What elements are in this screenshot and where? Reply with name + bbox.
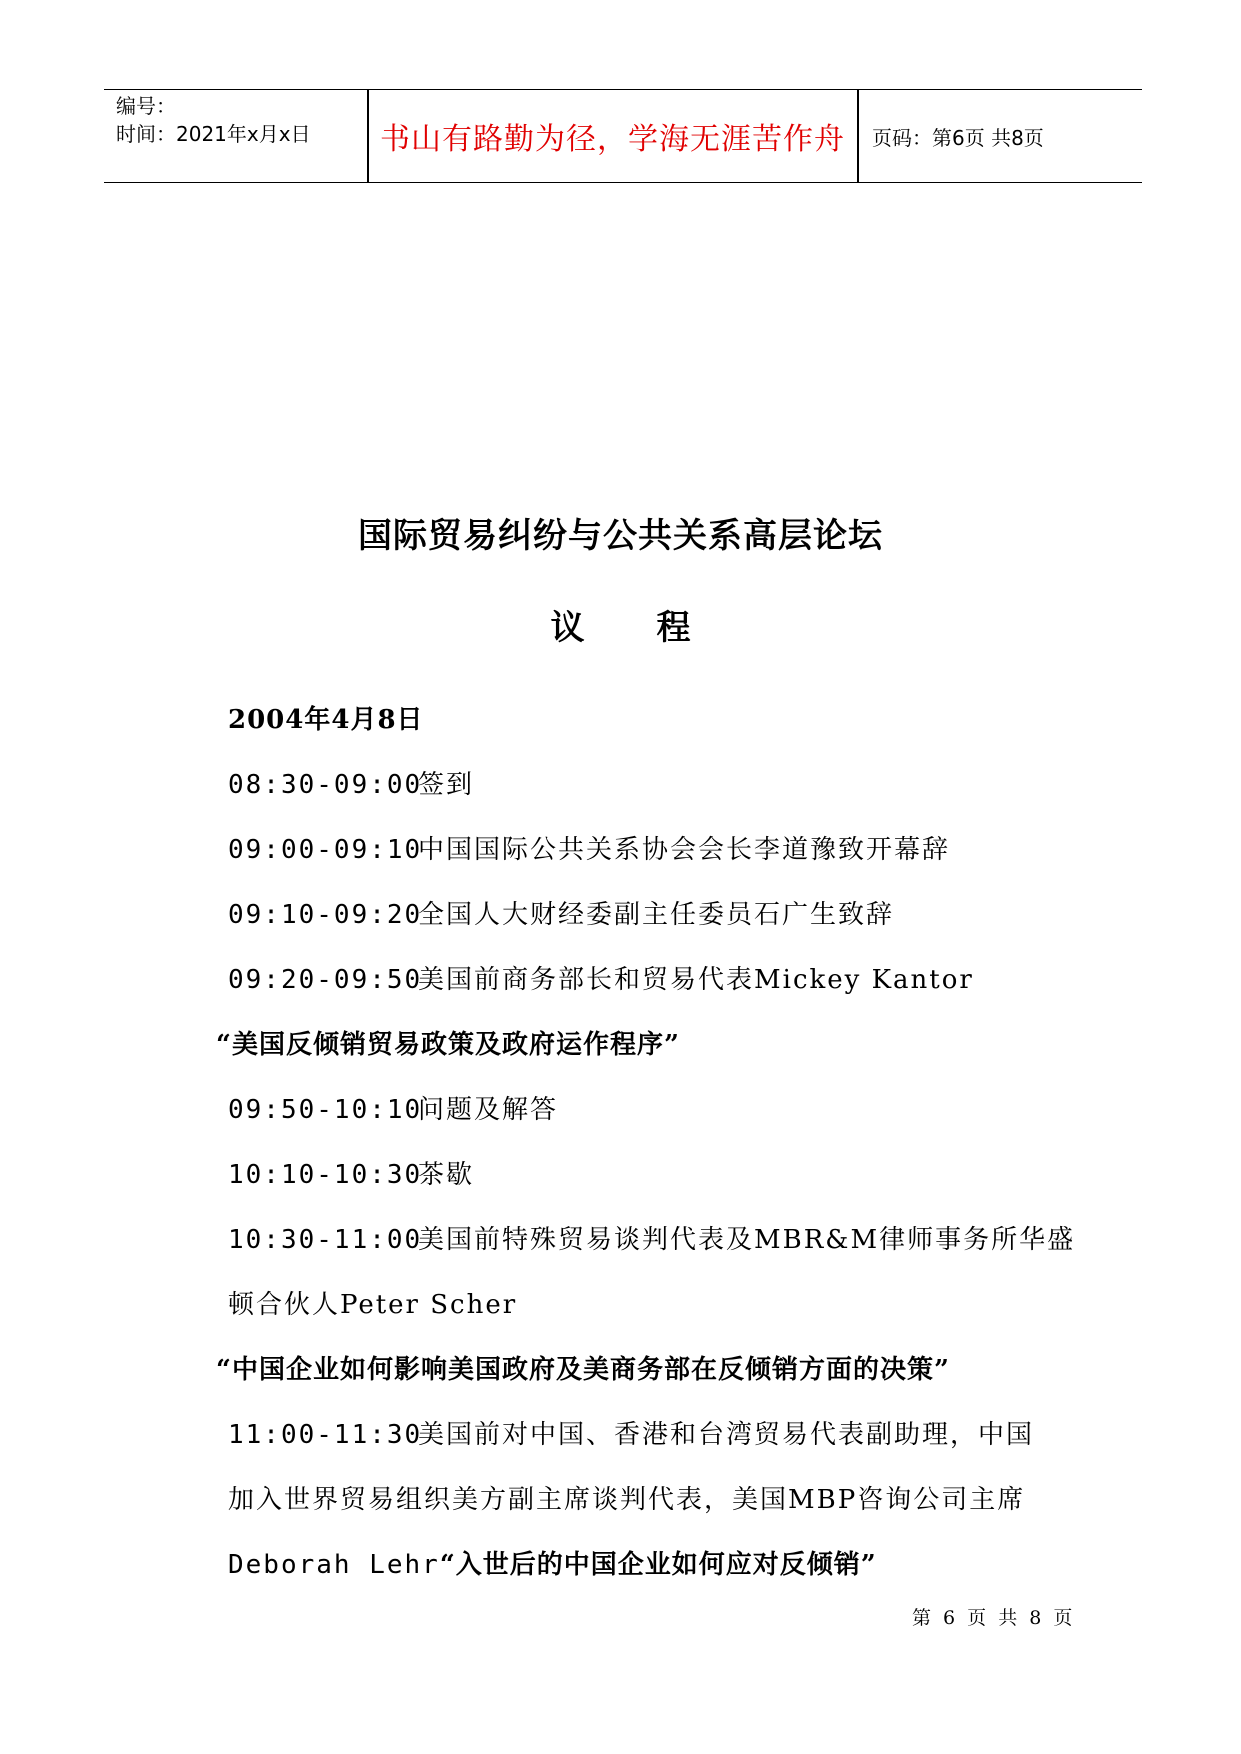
agenda-body [216,688,1076,1598]
agenda-time: 09:00-09:10 [228,835,423,865]
agenda-time: 09:20-09:50 [228,965,423,995]
number-label: 编号： [116,94,176,118]
agenda-text: 中国国际公共关系协会会长李道豫致开幕辞 [418,835,951,865]
agenda-topic: “中国企业如何影响美国政府及美商务部在反倾销方面的决策” [216,1355,950,1385]
agenda-text: 美国前对中国、香港和台湾贸易代表副助理，中国 [418,1420,1035,1450]
header-page-label: 页码：第6页 共8页 [872,125,1044,150]
agenda-time: 09:50-10:10 [228,1095,423,1125]
agenda-text: 美国前商务部长和贸易代表Mickey Kantor [418,965,974,995]
agenda-time: 10:10-10:30 [228,1160,423,1190]
agenda-speaker: Deborah Lehr [228,1550,440,1580]
header-meta [116,92,361,148]
time-label: 时间：2021年x月x日 [116,122,311,146]
page-footer: 第 6 页 共 8 页 [912,1607,1076,1629]
agenda-row [228,818,1068,883]
agenda-topic: “美国反倾销贸易政策及政府运作程序” [216,1030,680,1060]
subtitle-char-2: 程 [656,608,691,648]
agenda-topic-inline: “入世后的中国企业如何应对反倾销” [439,1550,877,1580]
agenda-text: 美国前特殊贸易谈判代表及MBR&M律师事务所华盛 [418,1225,1076,1255]
agenda-continuation: 加入世界贸易组织美方副主席谈判代表，美国MBP咨询公司主席 [228,1485,1026,1515]
agenda-text: 问题及解答 [418,1095,559,1125]
agenda-text: 茶歇 [418,1160,475,1190]
header-motto: 书山有路勤为径，学海无涯苦作舟 [380,122,845,157]
agenda-row [228,1403,1068,1468]
agenda-text: 全国人大财经委副主任委员石广生致辞 [418,900,895,930]
agenda-row [228,1143,1068,1208]
header-divider [857,90,859,182]
agenda-row [228,883,1068,948]
agenda-row [228,753,1068,818]
agenda-text: 签到 [418,770,475,800]
agenda-continuation [228,1533,1068,1598]
page-subtitle [0,600,1241,649]
agenda-date: 2004年4月8日 [228,705,424,735]
agenda-time: 09:10-09:20 [228,900,423,930]
agenda-time: 10:30-11:00 [228,1225,423,1255]
agenda-row [228,948,1068,1013]
agenda-time: 08:30-09:00 [228,770,423,800]
page-title: 国际贸易纠纷与公共关系高层论坛 [358,516,883,556]
header-table [104,89,1142,183]
agenda-row [228,1078,1068,1143]
agenda-time: 11:00-11:30 [228,1420,423,1450]
agenda-row [228,1208,1076,1273]
agenda-continuation: 顿合伙人Peter Scher [228,1290,518,1320]
subtitle-char-1: 议 [550,608,585,648]
